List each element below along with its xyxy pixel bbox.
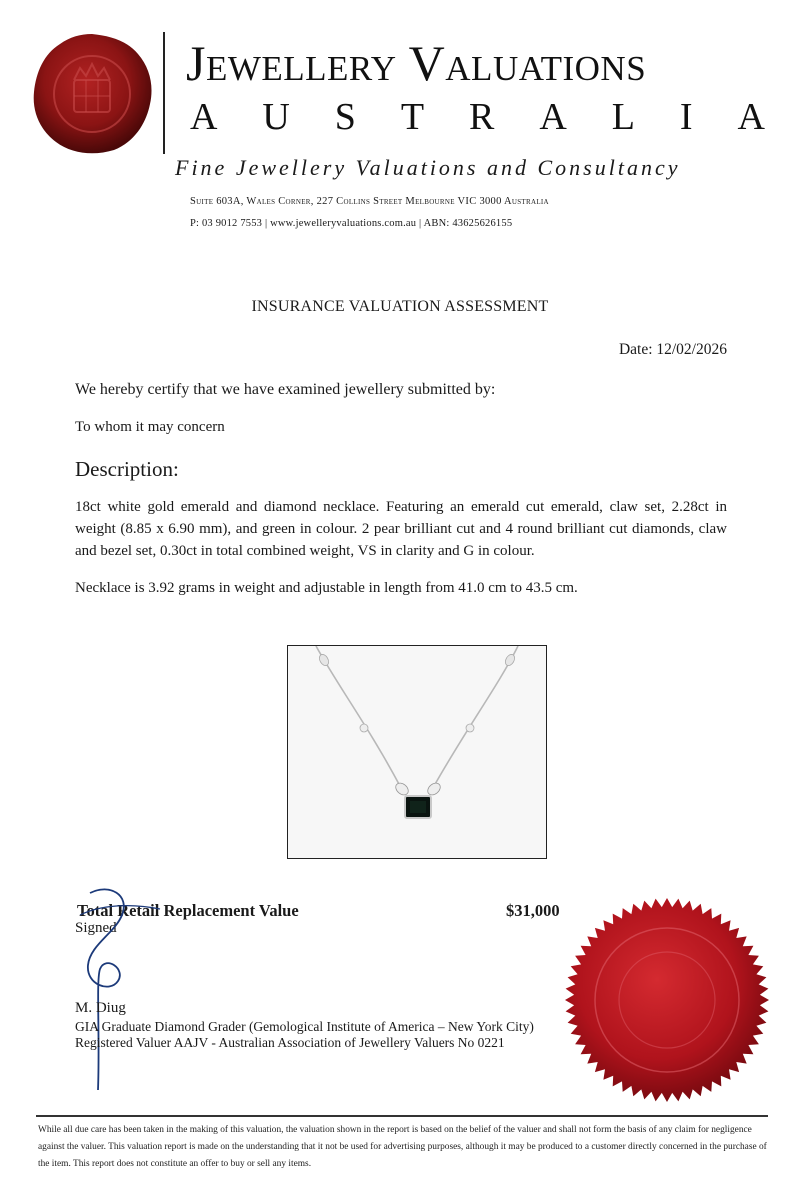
brand-subtitle-letter: L [611, 96, 635, 138]
address: Suite 603A, Wales Corner, 227 Collins Street Melbourne VIC 3000 Australia [190, 196, 549, 207]
description-extra: Necklace is 3.92 grams in weight and adjustable in length from 41.0 cm to 43.5 cm. [75, 580, 578, 596]
total-value-label: Total Retail Replacement Value [77, 901, 299, 920]
recipient: To whom it may concern [75, 419, 225, 435]
brand-subtitle-letter: T [400, 96, 425, 138]
document-title: INSURANCE VALUATION ASSESSMENT [251, 298, 549, 315]
brand-subtitle-letter: A [737, 96, 765, 138]
brand-subtitle-letter: U [262, 96, 290, 138]
header-divider [163, 32, 165, 154]
description-heading: Description: [75, 457, 179, 481]
footer-divider [36, 1115, 768, 1117]
red-seal-stamp [562, 895, 772, 1105]
brand-subtitle-letter: S [334, 96, 356, 138]
signer-name: M. Diug [75, 1000, 126, 1016]
total-value-amount: $31,000 [506, 901, 560, 920]
footer-disclaimer: While all due care has been taken in the making of this valuation, the valuation shown in the report is based on the belief of the valuer and shall not form the basis of any claim for negligence against the valuer. This valuation report is made on the understanding that it not be used for advertising purposes, although it may be produced to a customer directly concerned in the purchase of the item. This report does not constitute an offer to buy or sell any items. [38, 1125, 767, 1169]
brand-subtitle-letter: I [679, 96, 693, 138]
wax-seal-logo [28, 30, 156, 158]
description-body: 18ct white gold emerald and diamond necklace. Featuring an emerald cut emerald, claw set, 2.28ct in weight (8.85 x 6.90 mm), and green in colour. 2 pear brilliant cut and 4 round brilliant cut diamonds, claw and bezel set, 0.30ct in total combined weight, VS in clarity and G in colour. [75, 499, 727, 559]
certify-statement: We hereby certify that we have examined jewellery submitted by: [75, 381, 496, 398]
signed-label: Signed [75, 920, 117, 936]
brand-subtitle-letter: A [190, 96, 218, 138]
brand-subtitle [190, 95, 765, 139]
signer-credential-aajv: Registered Valuer AAJV - Australian Association of Jewellery Valuers No 0221 [75, 1035, 505, 1050]
necklace-photo [287, 645, 547, 859]
tagline: Fine Jewellery Valuations and Consultancy [175, 155, 681, 180]
brand-title: Jewellery Valuations [186, 35, 647, 91]
signer-credential-gia: GIA Graduate Diamond Grader (Gemological Institute of America – New York City) [75, 1019, 534, 1034]
brand-subtitle-letter: A [539, 96, 567, 138]
brand-subtitle-letter: R [469, 96, 495, 138]
contact-line: P: 03 9012 7553 | www.jewelleryvaluations.com.au | ABN: 43625626155 [190, 218, 513, 229]
document-date: Date: 12/02/2026 [618, 341, 727, 358]
signature [60, 885, 180, 1095]
